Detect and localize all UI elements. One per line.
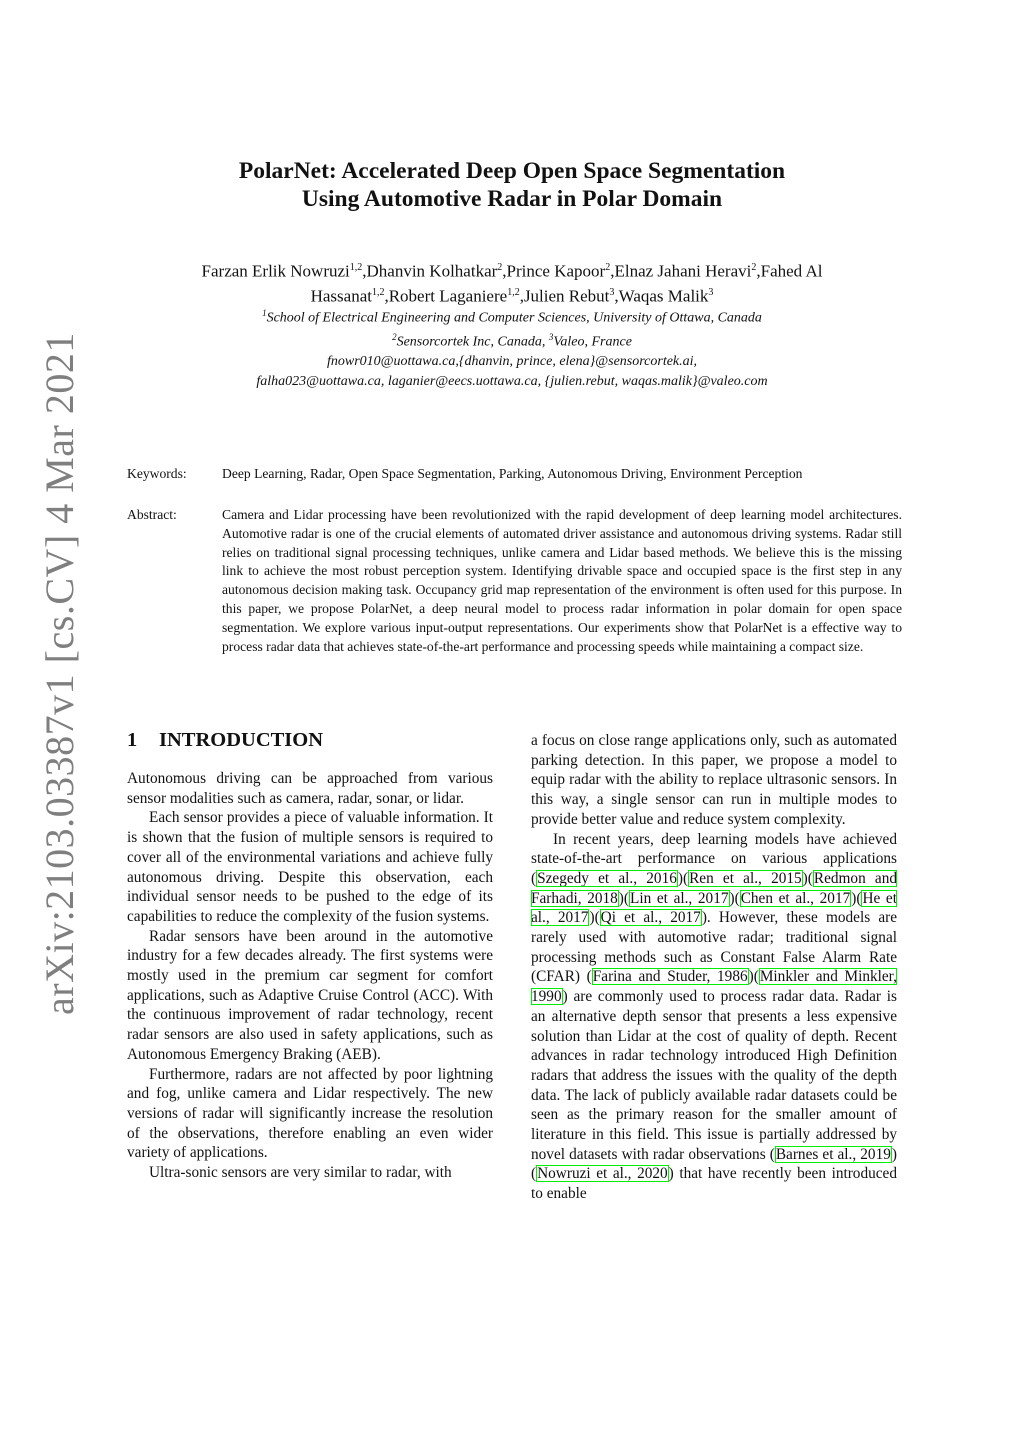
affiliation-line-2 — [112, 328, 912, 352]
paragraph: Furthermore, radars are not affected by poor lightning and fog, unlike camera and Lidar respectively. The new versions of radar will significantly increase the resolution of the observations, therefore enabling an even wider variety of applications. — [127, 1065, 493, 1162]
arxiv-identifier: arXiv:2103.03387v1 [cs.CV] 4 Mar 2021 — [37, 332, 82, 1015]
author-affil-mark: 1,2 — [371, 286, 385, 298]
title-line-1: PolarNet: Accelerated Deep Open Space Segmentation — [238, 158, 786, 184]
affiliation-text: Valeo, France — [553, 334, 632, 350]
author-name: ,Robert Laganiere — [384, 286, 508, 306]
paper-title — [112, 157, 912, 213]
keywords-text: Deep Learning, Radar, Open Space Segmentation, Parking, Autonomous Driving, Environment Perception — [222, 466, 803, 481]
citation-link[interactable]: Minkler and Minkler, 1990 — [531, 968, 897, 1006]
right-column — [531, 731, 897, 1204]
affiliation-line-1 — [112, 304, 912, 328]
paragraph: Radar sensors have been around in the automotive industry for a few decades already. The first systems were mostly used in the premium car segment for comfort applications, such as Adaptive Cruise Control (ACC). With the continuous improvement of radar technology, recent radar sensors are also used in safety applications, such as Autonomous Emergency Braking (AEB). — [127, 927, 493, 1063]
paragraph-text: ). However, these models are rarely used with automotive radar; traditional signal processing methods such as Constant False Alarm Rate (CFAR) ( — [531, 909, 897, 986]
affil-mark: 2 — [392, 332, 397, 343]
author-affil-mark: 2 — [605, 262, 611, 273]
author-affil-mark: 3 — [609, 286, 615, 298]
author-affil-mark: 3 — [708, 286, 714, 298]
paragraph: Ultra-sonic sensors are very similar to radar, with — [149, 1164, 452, 1182]
left-column — [127, 728, 493, 1183]
email-line-2: falha023@uottawa.ca, laganier@eecs.uottawa.ca, {julien.rebut, waqas.malik}@valeo.com — [256, 373, 768, 389]
affiliation-text: Sensorcortek Inc, Canada, — [396, 334, 549, 350]
paragraph-text: ) that have recently been introduced to enable — [531, 1165, 897, 1203]
section-heading — [127, 728, 493, 752]
keywords-block — [127, 465, 902, 484]
citation-link[interactable]: Szegedy et al., 2016 — [537, 869, 677, 887]
keywords-label: Keywords: — [127, 466, 187, 481]
paragraph: Autonomous driving can be approached from various sensor modalities such as camera, radar, sonar, or lidar. — [127, 770, 493, 807]
affiliation-text: School of Electrical Engineering and Computer Sciences, University of Ottawa, Canada — [266, 310, 762, 326]
paragraph-text: ) are commonly used to process radar data. Radar is an alternative depth sensor that presents a less expensive solution than Lidar at the cost of quality of depth. Recent advances in radar technology introduced High Definition radars that address the issues with the quality of the depth data. The lack of publicly available radar datasets could be seen as the primary reason for the smaller amount of literature in this field. This issue is partially addressed by novel datasets with radar observations ( — [531, 988, 897, 1163]
section-title: INTRODUCTION — [159, 729, 324, 751]
author-name: ,Waqas Malik — [614, 286, 709, 306]
citation-link[interactable]: Ren et al., 2015 — [689, 869, 802, 887]
author-name: ,Fahed Al Hassanat — [310, 261, 823, 306]
title-line-2: Using Automotive Radar in Polar Domain — [301, 186, 723, 212]
author-name: ,Dhanvin Kolhatkar — [362, 261, 498, 281]
paragraph-with-citations: In recent years, deep learning models have achieved state-of-the-art performance on various applications (Szegedy et al., 2016)(Ren et al., 2015)(Redmon and Farhadi, 2018)(Lin et al., 2017)(Chen et al., 2017)(He et al., 2017)(Qi et al., 2017). However, these models are rarely used with automotive radar; traditional signal processing methods such as Constant False Alarm Rate (CFAR) (Farina and Studer, 1986)(Minkler and Minkler, 1990) are commonly used to process radar data. Radar is an alternative depth sensor that presents a less expensive solution than Lidar at the cost of quality of depth. Recent advances in radar technology introduced High Definition radars that address the issues with the quality of the depth data. The lack of publicly available radar datasets could be seen as the primary reason for the smaller amount of literature in this field. This issue is partially addressed by novel datasets with radar observations (Barnes et al., 2019)(Nowruzi et al., 2020) that have recently been introduced to enable — [531, 830, 898, 1203]
citation-link[interactable]: He et al., 2017 — [531, 889, 897, 927]
author-affil-mark: 2 — [751, 262, 757, 273]
citation-link[interactable]: Redmon and Farhadi, 2018 — [531, 869, 898, 907]
paragraph-text: In recent years, deep learning models have achieved state-of-the-art performance on various applications ( — [531, 830, 897, 887]
affil-mark: 3 — [548, 332, 554, 343]
email-line-1: fnowr010@uottawa.ca,{dhanvin, prince, elena}@sensorcortek.ai, — [326, 354, 698, 370]
paragraph: Each sensor provides a piece of valuable information. It is shown that the fusion of multiple sensors is required to cover all of the environmental variations and achieve fully autonomous driving. Despite this observation, each individual sensor needs to be pushed to the edge of its capabilities to reduce the complexity of the fusion systems. — [127, 809, 493, 925]
author-affil-mark: 1,2 — [507, 286, 520, 298]
abstract-block — [127, 506, 902, 656]
author-affil-mark: 1,2 — [349, 262, 363, 273]
affiliations — [112, 304, 912, 391]
author-name: Farzan Erlik Nowruzi — [201, 261, 350, 281]
citation-link[interactable]: Nowruzi et al., 2020 — [537, 1165, 668, 1183]
author-affil-mark: 2 — [497, 262, 503, 273]
paragraph: a focus on close range applications only, such as automated parking detection. In this paper, we propose a model to equip radar with the ability to replace ultrasonic sensors. In this way, a single sensor can run in multiple modes to provide better value and reduce system complexity. — [531, 732, 897, 828]
author-list — [140, 257, 884, 306]
section-number: 1 — [127, 729, 138, 751]
author-name: ,Julien Rebut — [519, 286, 610, 306]
abstract-label: Abstract: — [127, 507, 177, 522]
citation-link[interactable]: Lin et al., 2017 — [630, 889, 729, 907]
affil-mark: 1 — [262, 308, 267, 318]
abstract-text: Camera and Lidar processing have been revolutionized with the rapid development of deep learning model architectures. Automotive radar is one of the crucial elements of automated driver assistance and autonomous driving systems. Radar still relies on traditional signal processing techniques, unlike camera and Lidar based methods. We believe this is the missing link to achieve the most robust perception system. Identifying drivable space and occupied space is the first step in any autonomous decision making task. Occupancy grid map representation of the environment is often used for this purpose. In this paper, we propose PolarNet, a deep neural model to process radar information in polar domain for open space segmentation. We explore various input-output representations. Our experiments show that PolarNet is a effective way to process radar data that achieves state-of-the-art performance and processing speeds while maintaining a compact size. — [222, 507, 902, 654]
citation-link[interactable]: Qi et al., 2017 — [600, 909, 701, 927]
author-name: ,Prince Kapoor — [502, 261, 606, 281]
citation-link[interactable]: Chen et al., 2017 — [740, 889, 851, 907]
citation-link[interactable]: Farina and Studer, 1986 — [592, 968, 748, 986]
author-name: ,Elnaz Jahani Heravi — [610, 261, 752, 281]
citation-link[interactable]: Barnes et al., 2019 — [775, 1145, 891, 1163]
